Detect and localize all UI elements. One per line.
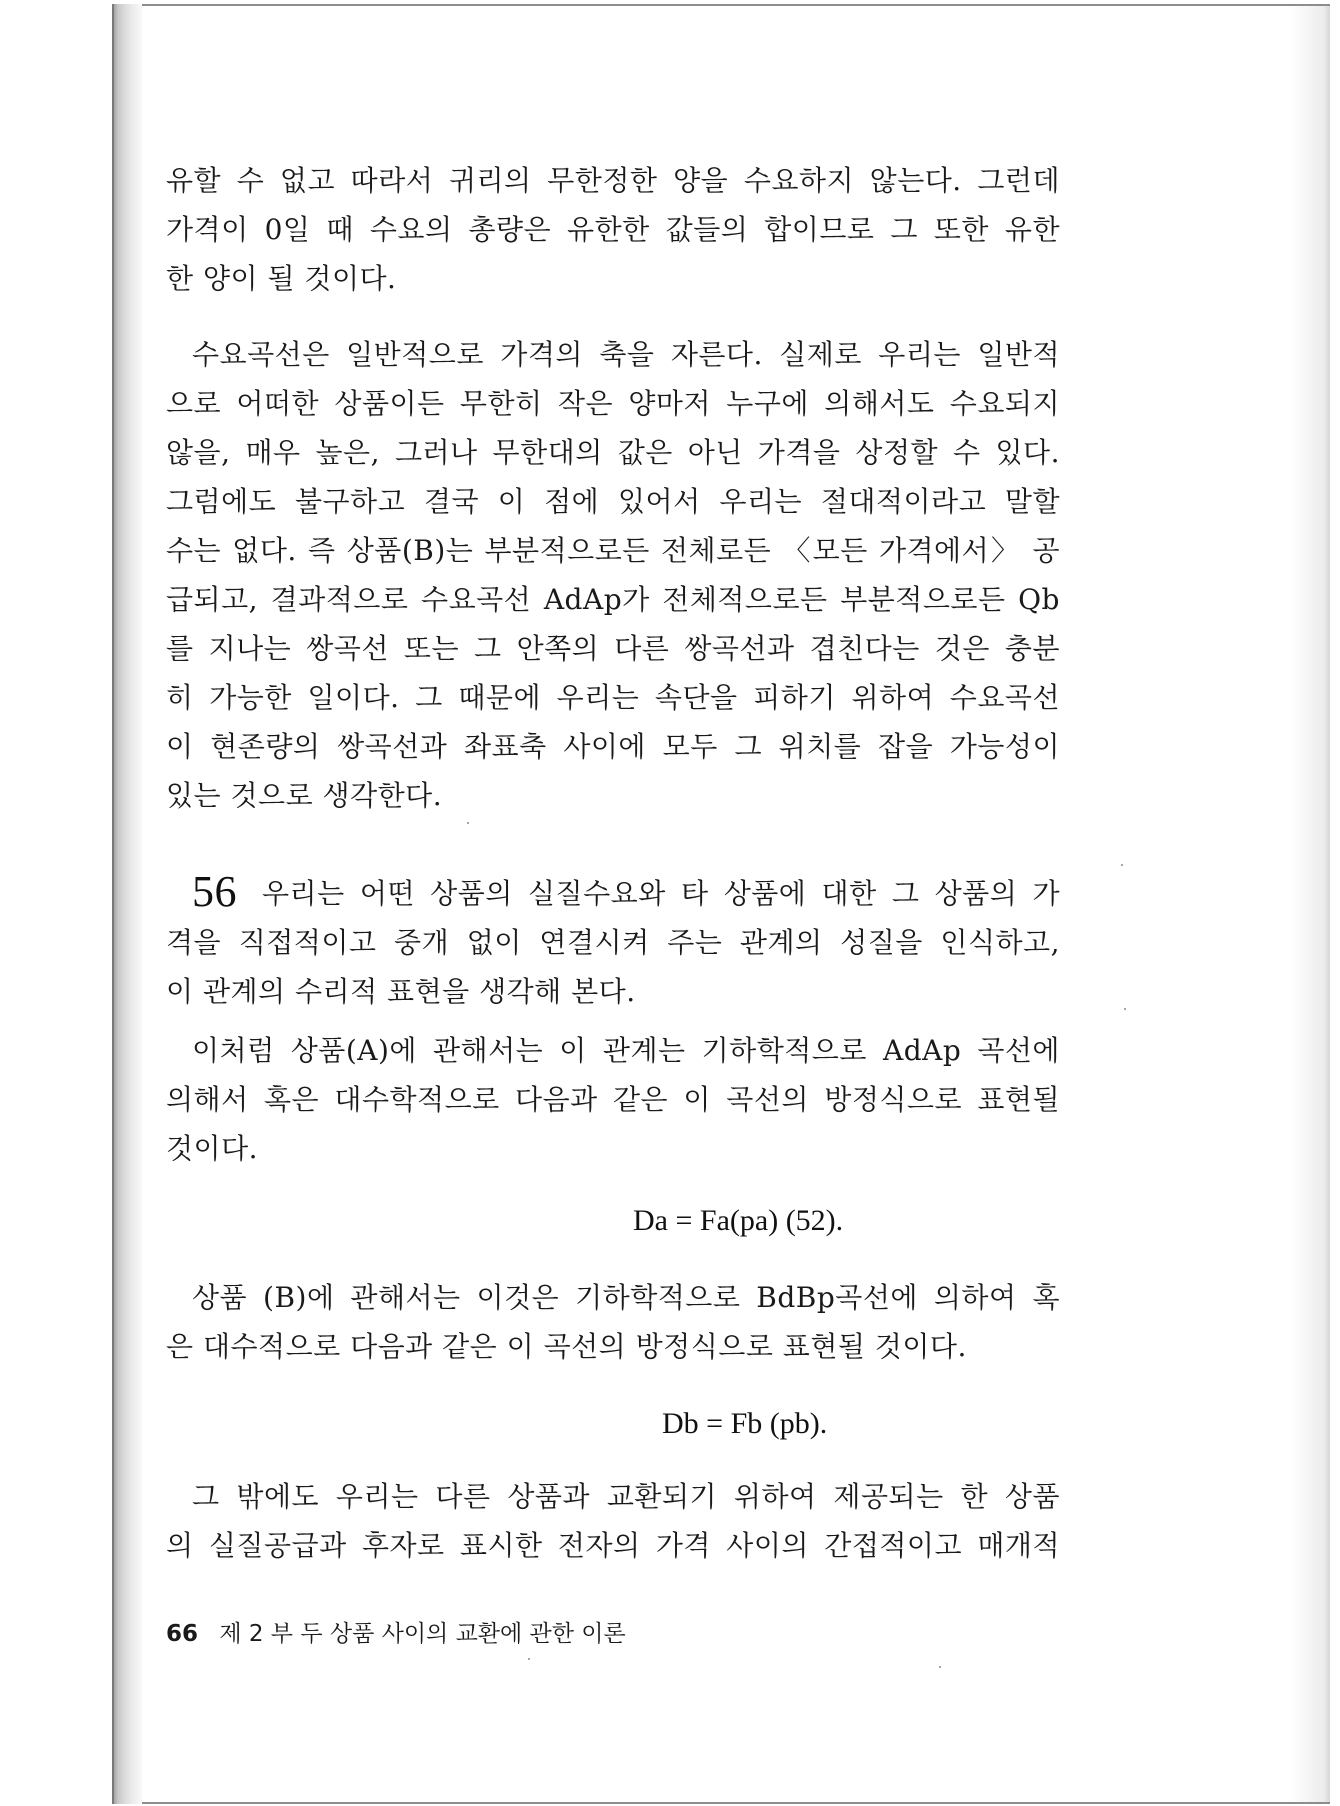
- text-line: 한 양이 될 것이다.: [166, 262, 397, 295]
- text-line: 그 밖에도 우리는 다른 상품과 교환되기 위하여 제공되는 한 상품: [192, 1480, 1060, 1513]
- chapter-title: 제 2 부 두 상품 사이의 교환에 관한 이론: [219, 1621, 626, 1647]
- scan-speck: [467, 822, 469, 824]
- text-line: 그럼에도 불구하고 결국 이 점에 있어서 우리는 절대적이라고 말할: [166, 485, 1060, 518]
- text-line: 급되고, 결과적으로 수요곡선 AdAp가 전체적으로든 부분적으로든 Qb: [166, 583, 1060, 616]
- page-number: 66: [166, 1621, 199, 1647]
- formula-52: Da = Fa(pa) (52).: [633, 1204, 844, 1237]
- text-line: 있는 것으로 생각한다.: [166, 779, 443, 812]
- text-line: 유할 수 없고 따라서 귀리의 무한정한 양을 수요하지 않는다. 그런데: [166, 164, 1060, 197]
- page-left-edge: [112, 4, 142, 1804]
- text-line: 않을, 매우 높은, 그러나 무한대의 값은 아닌 가격을 상정할 수 있다.: [166, 436, 1060, 469]
- text-line: 것이다.: [166, 1132, 259, 1165]
- text-line: 이 관계의 수리적 표현을 생각해 본다.: [166, 975, 636, 1008]
- text-line: 수는 없다. 즉 상품(B)는 부분적으로든 전체로든 〈모든 가격에서〉 공: [166, 534, 1060, 567]
- text-line: 의 실질공급과 후자로 표시한 전자의 가격 사이의 간접적이고 매개적: [166, 1529, 1060, 1562]
- text-line: 이 현존량의 쌍곡선과 좌표축 사이에 모두 그 위치를 잡을 가능성이: [166, 730, 1060, 763]
- text-line: 가격이 0일 때 수요의 총량은 유한한 값들의 합이므로 그 또한 유한: [166, 213, 1060, 246]
- text-line: 히 가능한 일이다. 그 때문에 우리는 속단을 피하기 위하여 수요곡선: [166, 681, 1060, 714]
- scan-speck: [1121, 864, 1123, 866]
- text-line: 으로 어떠한 상품이든 무한히 작은 양마저 누구에 의해서도 수요되지: [166, 387, 1060, 420]
- text-line: 상품 (B)에 관해서는 이것은 기하학적으로 BdBp곡선에 의하여 혹: [192, 1281, 1060, 1314]
- text-line: 를 지나는 쌍곡선 또는 그 안쪽의 다른 쌍곡선과 겹친다는 것은 충분: [166, 632, 1060, 665]
- text-line: 이처럼 상품(A)에 관해서는 이 관계는 기하학적으로 AdAp 곡선에: [192, 1034, 1060, 1067]
- scan-speck: [528, 1658, 530, 1660]
- scan-speck: [1124, 1008, 1126, 1010]
- page-footer: [166, 1614, 626, 1654]
- text-line: 의해서 혹은 대수학적으로 다음과 같은 이 곡선의 방정식으로 표현될: [166, 1083, 1060, 1116]
- text-line: 격을 직접적이고 중개 없이 연결시켜 주는 관계의 성질을 인식하고,: [166, 926, 1060, 959]
- text-line: 우리는 어떤 상품의 실질수요와 타 상품에 대한 그 상품의 가: [262, 877, 1060, 910]
- section-number: 56: [192, 867, 237, 916]
- formula-db: Db = Fb (pb).: [662, 1407, 828, 1440]
- text-line: 수요곡선은 일반적으로 가격의 축을 자른다. 실제로 우리는 일반적: [192, 338, 1060, 371]
- scan-speck: [939, 1666, 941, 1668]
- text-line: 은 대수적으로 다음과 같은 이 곡선의 방정식으로 표현될 것이다.: [166, 1330, 967, 1363]
